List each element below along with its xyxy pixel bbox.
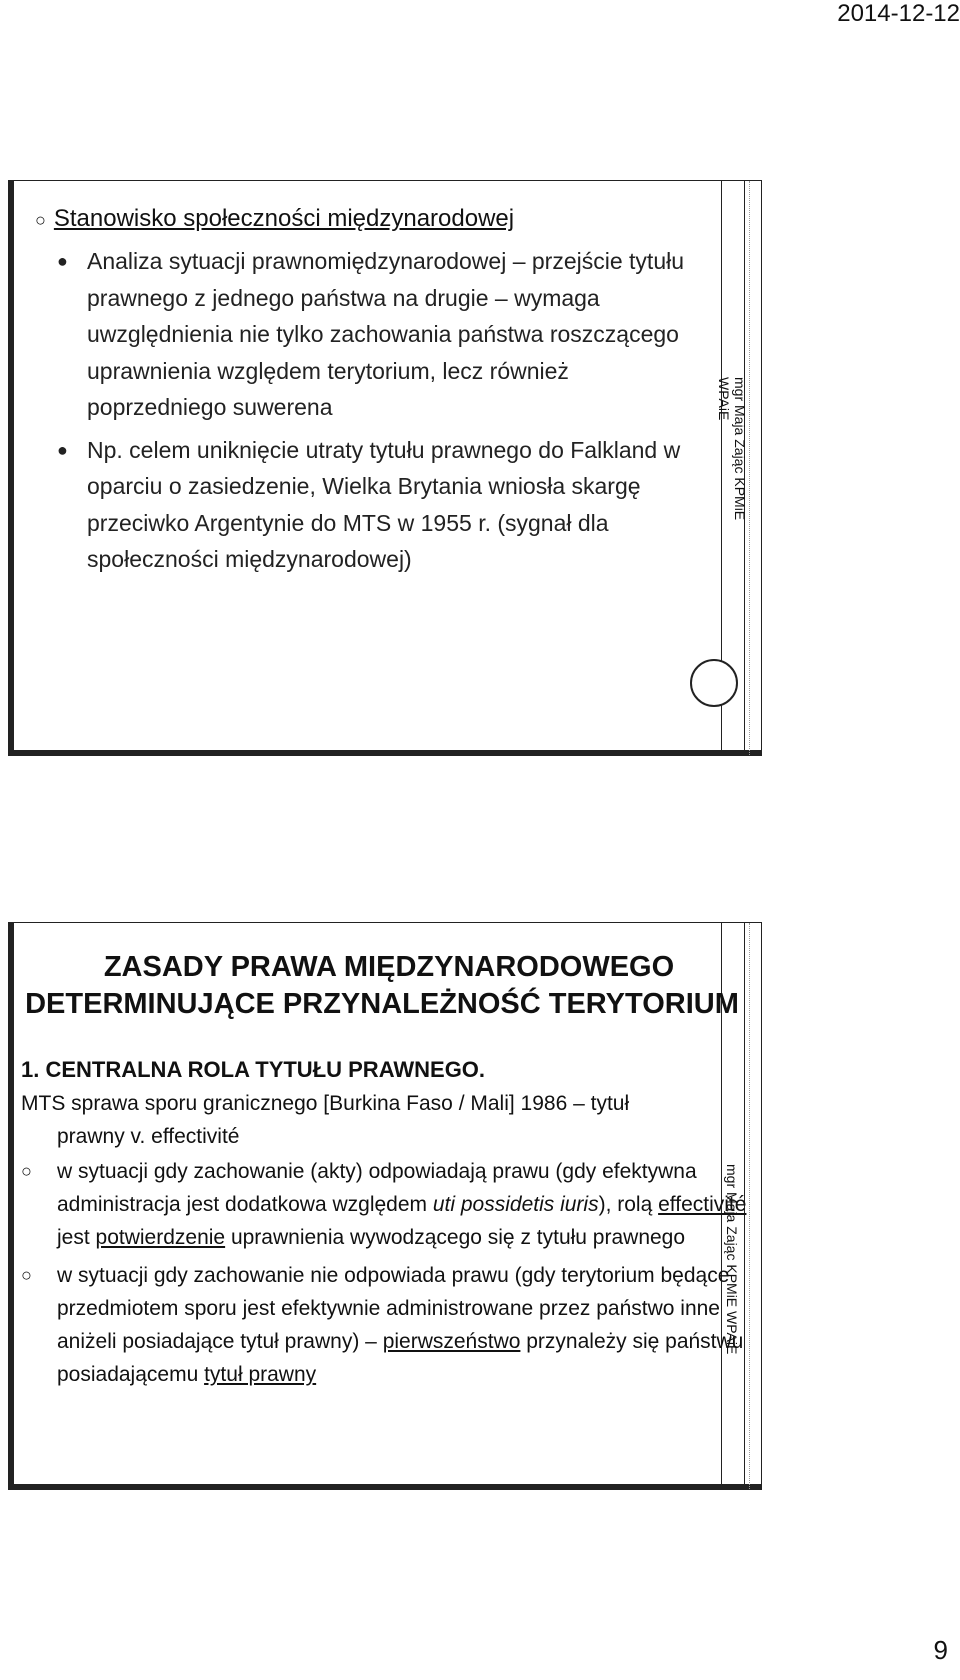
intro-line-2: prawny v. effectivité	[57, 1125, 240, 1148]
slide-frame-bottom	[9, 750, 761, 755]
list-item	[57, 432, 697, 578]
list-item-text: w sytuacji gdy zachowanie (akty) odpowiadają prawu (gdy efektywna administracja jest dodatkowa względem uti possidetis iuris), rolą effectivité jest potwierdzenie uprawnienia wywodzącego się z tytułu prawnego	[57, 1160, 747, 1249]
bullet-list	[17, 1155, 757, 1396]
bullet-dot-icon: ●	[57, 251, 68, 271]
list-item	[17, 1155, 757, 1254]
list-item-text: Np. celem uniknięcie utraty tytułu prawnego do Falkland w oparciu o zasiedzenie, Wielka Brytania wniosła skargę przeciwko Argentynie do MTS w 1955 r. (sygnał dla społeczności międzynarodowej)	[87, 436, 681, 572]
list-item	[57, 243, 697, 426]
list-item-text: Analiza sytuacji prawnomiędzynarodowej – przejście tytułu prawnego z jednego państwa na drugie – wymaga uwzględnienia nie tylko zachowania państwa roszczącego uprawnienia względem terytorium, lecz również poprzedniego suwerena	[87, 248, 685, 420]
slide-title-text: Stanowisko społeczności międzynarodowej	[53, 205, 515, 232]
slide-title	[9, 949, 769, 1023]
slide-frame-left	[9, 181, 14, 755]
author-caption: mgr Maja Zając KPMiE WPAiE	[724, 1163, 740, 1355]
bullet-dot-icon: ●	[57, 439, 68, 460]
intro-paragraph	[21, 1087, 731, 1153]
slide-frame-bottom	[9, 1484, 761, 1489]
page-number: 9	[933, 1635, 948, 1665]
hollow-bullet-icon: ○	[21, 1161, 32, 1181]
list-item-text: w sytuacji gdy zachowanie nie odpowiada prawu (gdy terytorium będące przedmiotem sporu jest efektywnie administrowane przez państwo inne aniżeli posiadające tytuł prawny) – pierwszeństwo przynależy się państwu posiadającemu tytuł prawny	[57, 1264, 744, 1386]
bullet-list	[57, 243, 697, 578]
circle-ornament	[690, 659, 738, 707]
slide-title	[35, 205, 514, 233]
page-date: 2014-12-12	[837, 0, 960, 27]
slide-title-line-2: DETERMINUJĄCE PRZYNALEŻNOŚĆ TERYTORIUM	[25, 988, 739, 1020]
hollow-bullet-icon: ○	[35, 210, 46, 230]
slide-title-line-1: ZASADY PRAWA MIĘDZYNARODOWEGO	[103, 951, 675, 983]
slide-side-dots	[749, 181, 750, 755]
intro-line-1: MTS sprawa sporu granicznego [Burkina Faso / Mali] 1986 – tytuł	[21, 1092, 630, 1115]
list-item	[17, 1259, 757, 1391]
slide-1	[8, 180, 762, 756]
slide-2	[8, 922, 762, 1490]
hollow-bullet-icon: ○	[21, 1265, 32, 1285]
author-caption: mgr Maja Zając KPMiE WPAiE	[716, 377, 748, 521]
section-heading: 1. CENTRALNA ROLA TYTUŁU PRAWNEGO.	[21, 1057, 486, 1082]
